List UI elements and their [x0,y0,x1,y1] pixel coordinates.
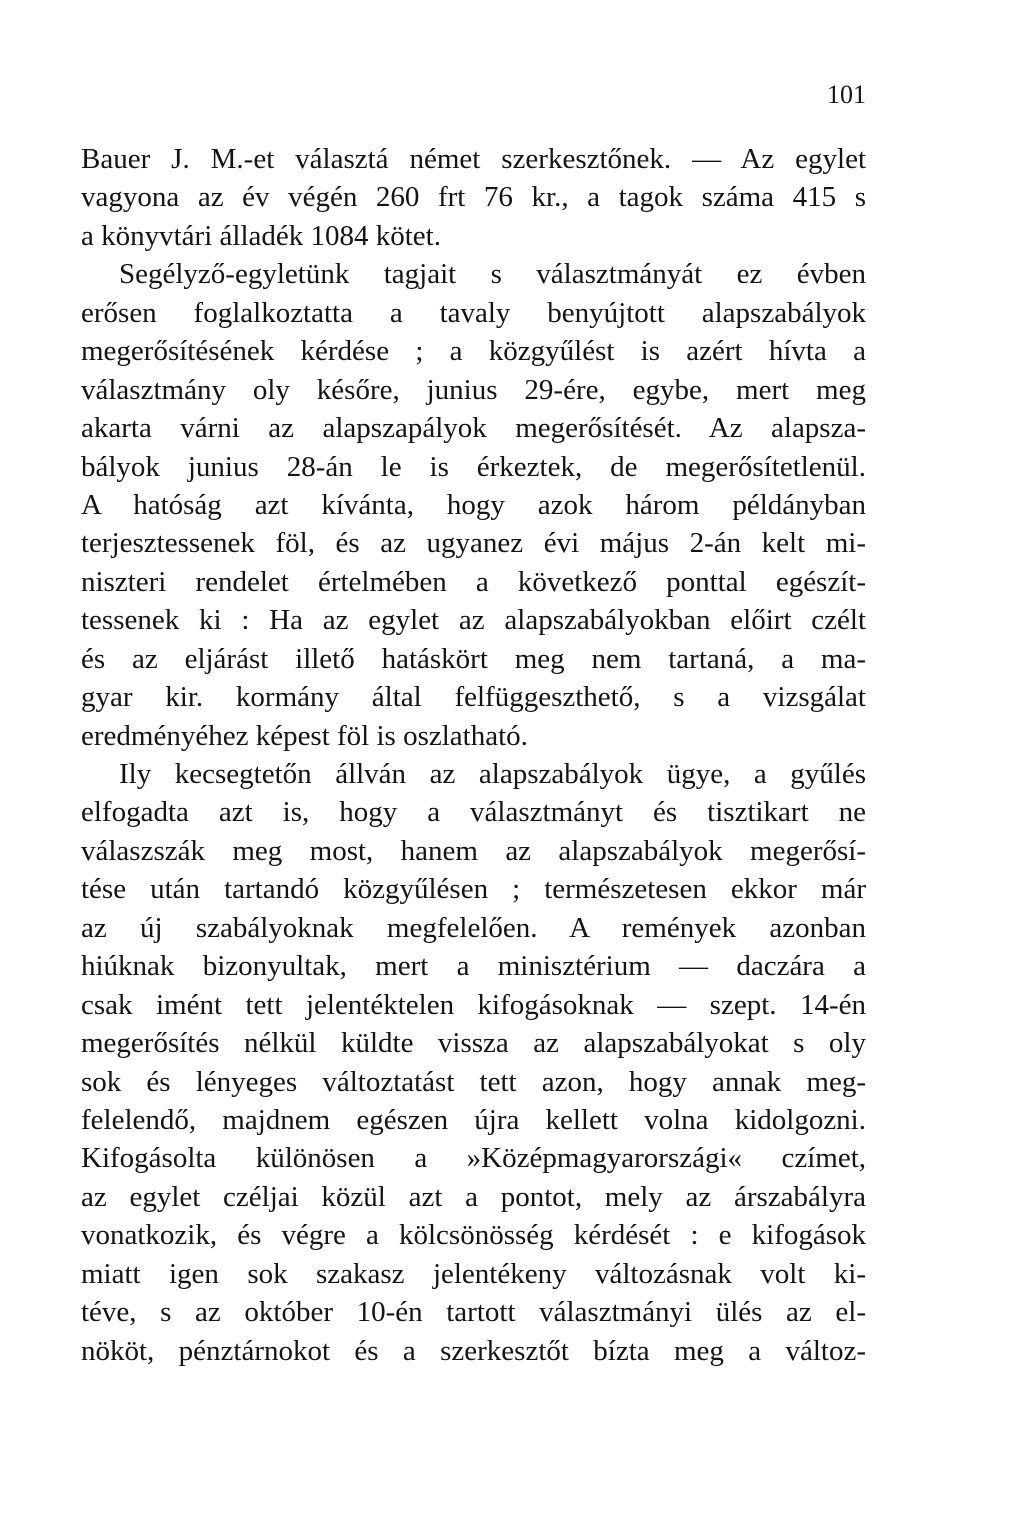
text-line: tése után tartandó közgyűlésen ; természetesen ekkor már [81,873,866,906]
text-line: akarta várni az alapszapályok megerősítését. Az alapsza- [81,412,866,445]
text-line: az egylet czéljai közül azt a pontot, mely az árszabályra [81,1180,866,1213]
text-line: megerősítésének kérdése ; a közgyűlést is azért hívta a [81,335,866,368]
page-number: 101 [827,80,866,109]
text-line: eredményéhez képest föl is oszlatható. [81,719,528,752]
text-line: megerősítés nélkül küldte vissza az alapszabályokat s oly [81,1027,866,1060]
text-line: vonatkozik, és végre a kölcsönösség kérdését : e kifogások [81,1219,866,1252]
text-line: téve, s az október 10-én tartott választmányi ülés az el- [81,1296,866,1329]
text-line: sok és lényeges változtatást tett azon, hogy annak meg- [81,1065,866,1098]
text-line: niszteri rendelet értelmében a következő ponttal egészít- [81,565,866,598]
text-line: nököt, pénztárnokot és a szerkesztőt bízta meg a változ- [81,1334,866,1367]
text-line: elfogadta azt is, hogy a választmányt és tisztikart ne [81,796,866,829]
text-line: bályok junius 28-án le is érkeztek, de megerősítetlenül. [81,450,866,483]
text-line: tessenek ki : Ha az egylet az alapszabályokban előirt czélt [81,604,866,637]
text-line: a könyvtári álladék 1084 kötet. [81,219,441,252]
text-line: vagyona az év végén 260 frt 76 kr., a tagok száma 415 s [81,181,866,214]
text-line: Ily kecsegtetőn állván az alapszabályok ügye, a gyűlés [119,758,866,790]
body-text [81,140,866,1370]
text-line: terjesztessenek föl, és az ugyanez évi május 2-án kelt mi- [81,527,866,560]
text-line: miatt igen sok szakasz jelentékeny változásnak volt ki- [81,1257,866,1290]
text-line: A hatóság azt kívánta, hogy azok három példányban [81,488,866,521]
text-line: csak imént tett jelentéktelen kifogásoknak — szept. 14-én [81,988,866,1021]
text-line: gyar kir. kormány által felfüggeszthető, s a vizsgálat [81,681,866,714]
text-line: és az eljárást illető hatáskört meg nem tartaná, a ma- [81,642,866,675]
text-line: Bauer J. M.-et választá német szerkesztőnek. — Az egylet [81,143,866,175]
text-line: Segélyző-egyletünk tagjait s választmányát ez évben [119,258,866,291]
text-line: válaszszák meg most, hanem az alapszabályok megerősí- [81,834,866,867]
text-line: Kifogásolta különösen a »Középmagyarországi« czímet, [81,1142,866,1175]
text-line: felelendő, majdnem egészen újra kellett volna kidolgozni. [81,1103,866,1136]
text-line: hiúknak bizonyultak, mert a minisztérium — daczára a [81,950,866,983]
text-line: az új szabályoknak megfelelően. A remények azonban [81,911,866,944]
text-line: választmány oly későre, junius 29-ére, egybe, mert meg [81,373,866,406]
text-line: erősen foglalkoztatta a tavaly benyújtott alapszabályok [81,296,866,329]
